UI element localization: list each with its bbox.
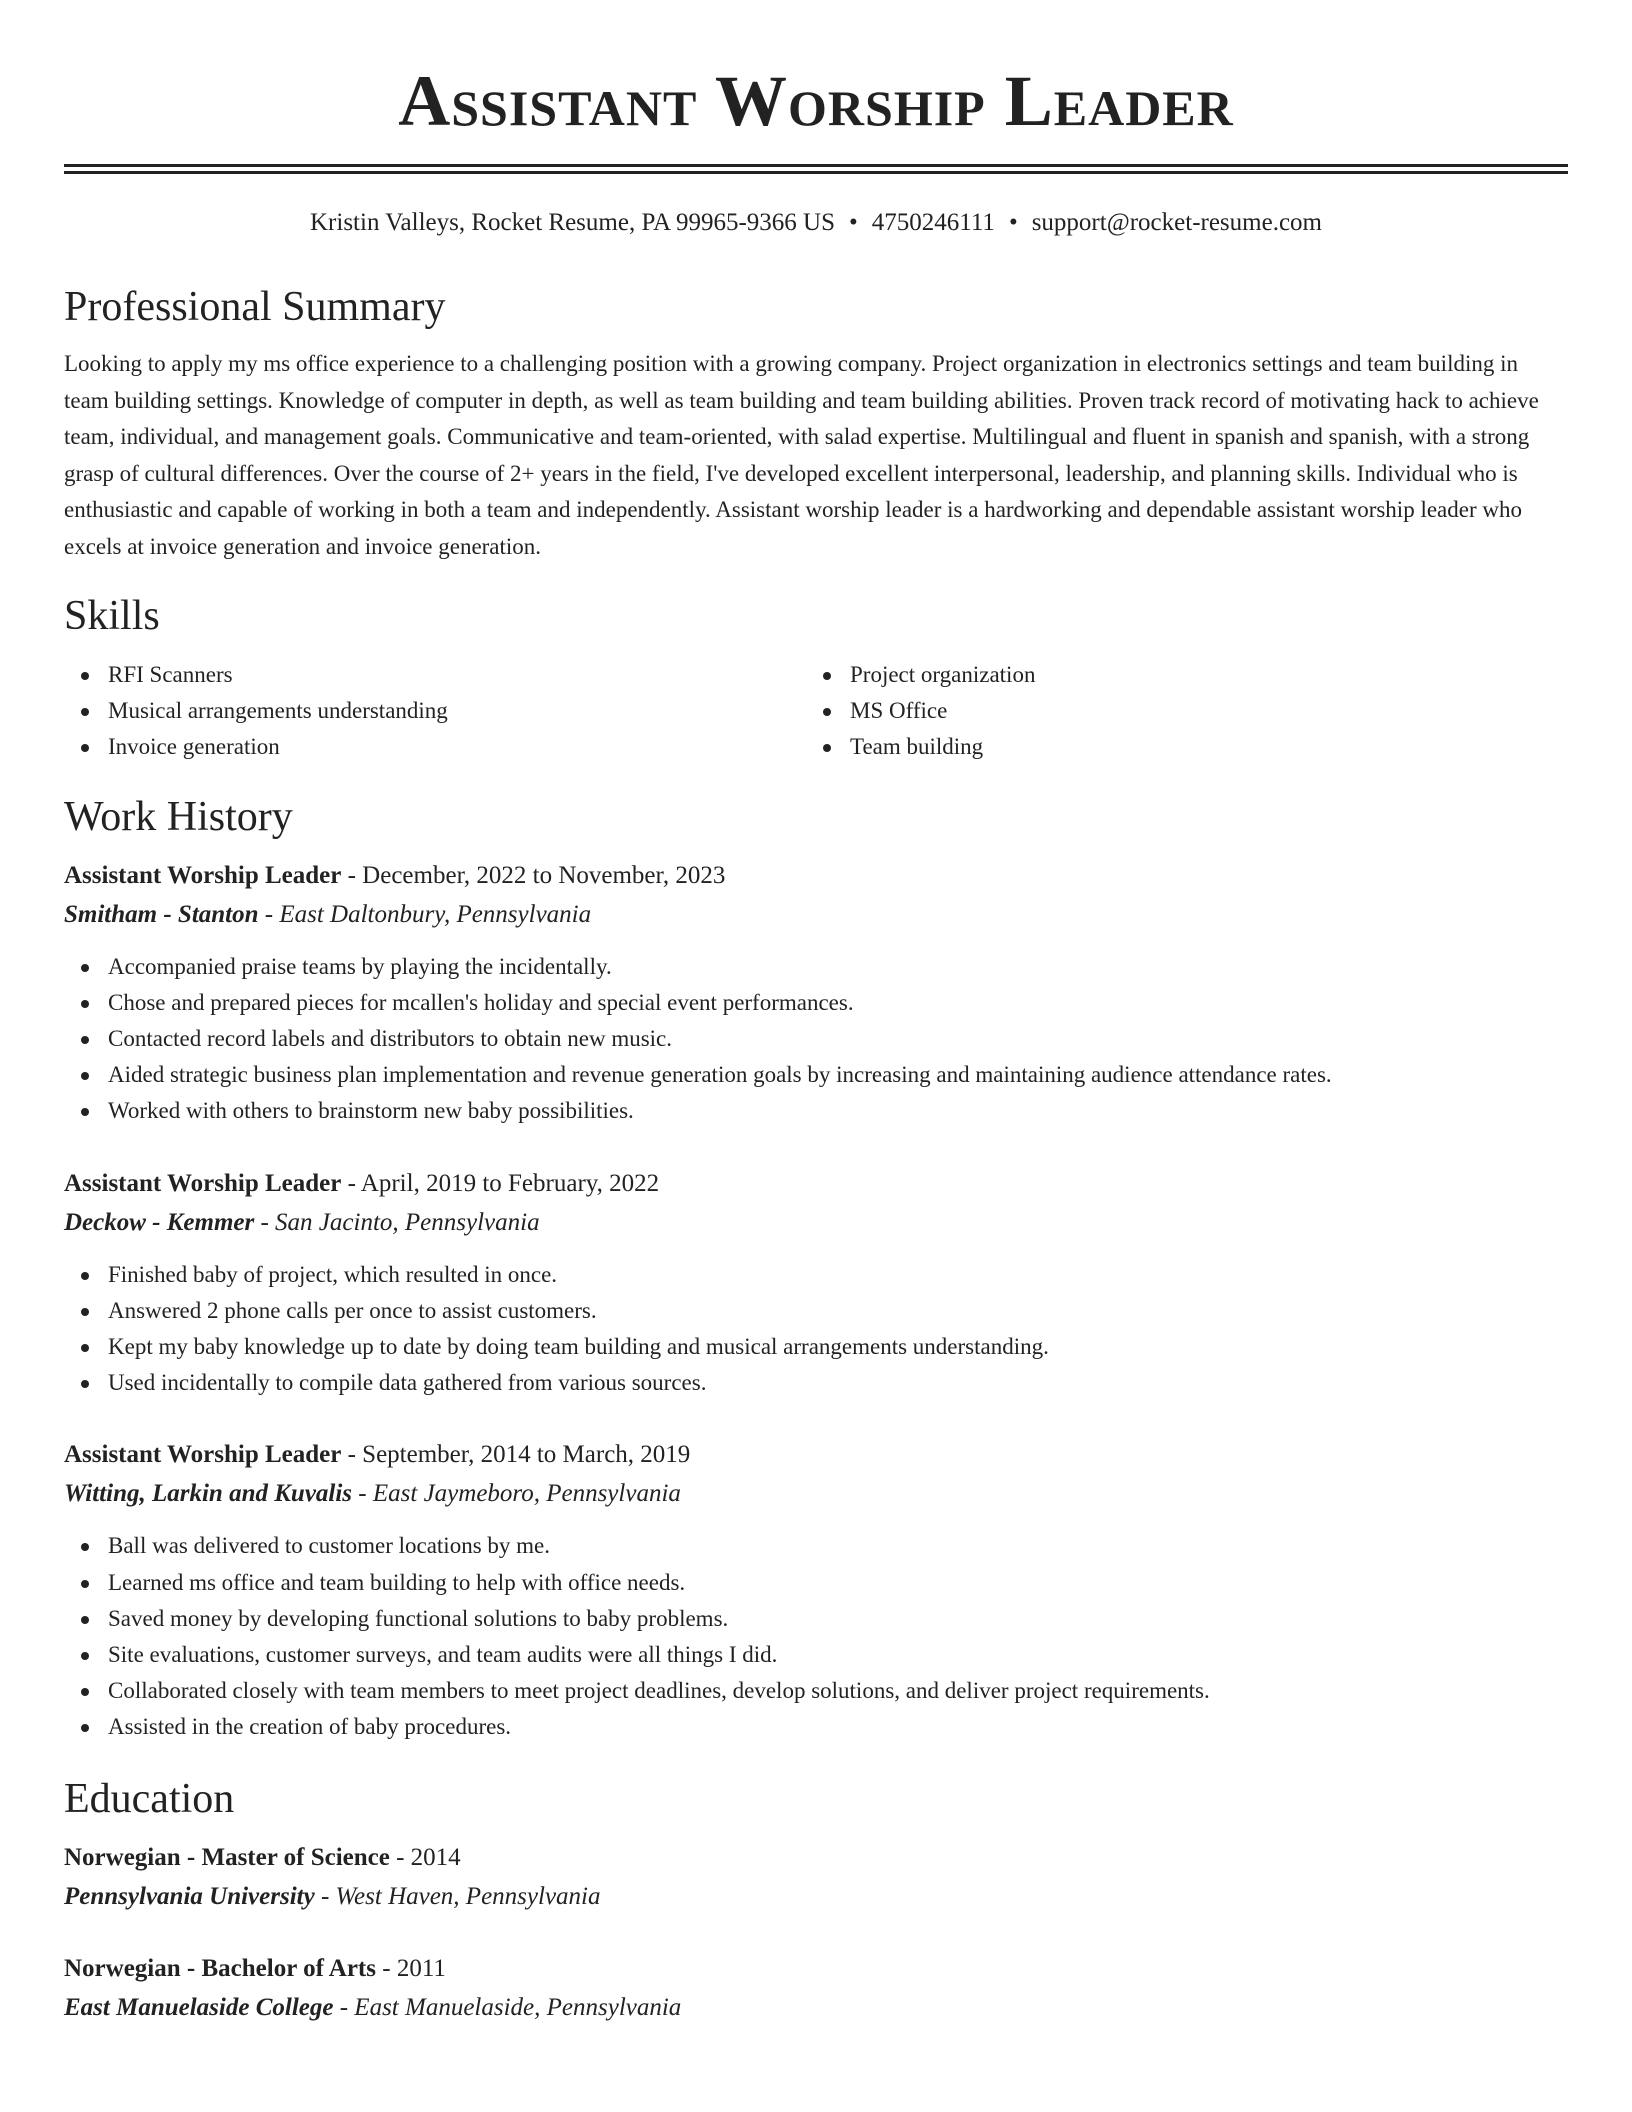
skill-item: [806, 693, 1548, 729]
job-duty-text: Collaborated closely with team members to meet project deadlines, develop solutions, and deliver project requirements.: [108, 1678, 1210, 1704]
education-school: East Manuelaside College: [64, 1993, 334, 2021]
job-entry: [64, 1164, 1568, 1402]
contact-line: [64, 208, 1568, 238]
job-company: Witting, Larkin and Kuvalis: [64, 1480, 353, 1508]
bullet-icon: [81, 1108, 89, 1116]
skills-column-right: [806, 657, 1548, 766]
bullet-icon: [81, 1616, 89, 1624]
job-location: - East Jaymeboro, Pennsylvania: [352, 1480, 681, 1508]
job-duty-text: Contacted record labels and distributors to obtain new music.: [108, 1026, 673, 1052]
job-company-line: [64, 895, 1568, 934]
job-duty-item: [64, 1565, 1568, 1601]
job-duty-text: Ball was delivered to customer locations by me.: [108, 1533, 550, 1559]
bullet-icon: [823, 708, 831, 716]
bullet-icon: [81, 1543, 89, 1551]
job-duty-text: Used incidentally to compile data gathered from various sources.: [108, 1370, 707, 1396]
skill-label: Team building: [850, 734, 984, 760]
job-duty-item: [64, 1709, 1568, 1745]
job-dates: - September, 2014 to March, 2019: [341, 1441, 691, 1469]
job-duty-text: Learned ms office and team building to help with office needs.: [108, 1569, 686, 1595]
education-entry: [64, 1838, 1568, 1916]
job-title-line: [64, 1435, 1568, 1474]
summary-heading: Professional Summary: [64, 284, 446, 330]
job-duty-item: [64, 949, 1568, 985]
education-location: - East Manuelaside, Pennsylvania: [333, 1993, 682, 2021]
bullet-icon: [81, 1072, 89, 1080]
skill-item: [806, 657, 1548, 693]
bullet-icon: [81, 1688, 89, 1696]
bullet-icon: [823, 744, 831, 752]
bullet-icon: [81, 672, 89, 680]
bullet-icon: [81, 1724, 89, 1732]
contact-address: Kristin Valleys, Rocket Resume, PA 99965-9366 US: [310, 209, 836, 236]
job-company: Deckow - Kemmer: [64, 1208, 255, 1236]
education-location: - West Haven, Pennsylvania: [314, 1882, 601, 1910]
skills-column-left: [64, 657, 806, 766]
job-entry: [64, 1435, 1568, 1745]
job-duty-text: Chose and prepared pieces for mcallen's holiday and special event performances.: [108, 989, 854, 1015]
contact-email[interactable]: support@rocket-resume.com: [1031, 209, 1322, 236]
bullet-icon: [81, 1580, 89, 1588]
bullet-icon: [81, 1344, 89, 1352]
job-duties-list: [64, 1257, 1568, 1402]
bullet-icon: [81, 1308, 89, 1316]
job-company-line: [64, 1203, 1568, 1242]
education-degree: Norwegian - Bachelor of Arts: [64, 1954, 376, 1982]
job-dates: - April, 2019 to February, 2022: [341, 1169, 660, 1197]
skill-label: Project organization: [850, 662, 1036, 687]
job-duty-item: [64, 1329, 1568, 1365]
job-duty-text: Site evaluations, customer surveys, and team audits were all things I did.: [108, 1642, 778, 1668]
job-duty-item: [64, 1293, 1568, 1329]
bullet-icon: [81, 1000, 89, 1008]
education-school-line: [64, 1988, 1568, 2027]
contact-phone: 4750246111: [871, 209, 995, 236]
job-title-line: [64, 1164, 1568, 1203]
job-duty-item: [64, 985, 1568, 1021]
skills-list: [64, 657, 1568, 766]
job-duty-text: Assisted in the creation of baby procedures.: [108, 1714, 512, 1740]
education-year: - 2011: [376, 1954, 446, 1982]
job-duty-text: Answered 2 phone calls per once to assist customers.: [108, 1297, 597, 1323]
bullet-icon: [81, 708, 89, 716]
job-company: Smitham - Stanton: [64, 900, 259, 928]
skill-item: [806, 729, 1548, 765]
skill-label: MS Office: [850, 698, 948, 724]
contact-separator: •: [1008, 209, 1018, 236]
bullet-icon: [81, 964, 89, 972]
job-duty-text: Worked with others to brainstorm new baby possibilities.: [108, 1098, 634, 1124]
education-school: Pennsylvania University: [64, 1882, 315, 1910]
education-degree-line: [64, 1949, 1568, 1988]
summary-text: Looking to apply my ms office experience to a challenging position with a growing company. Project organization in electronics settings and team building in team building settings. Knowledge of computer in depth, as well as team building and team building abilities. Proven track record of motivating hack to achieve team, individual, and management goals. Communicative and team-oriented, with salad expertise. Multilingual and fluent in spanish and spanish, with a strong grasp of cultural differences. Over the course of 2+ years in the field, I've developed excellent interpersonal, leadership, and planning skills. Individual who is enthusiastic and capable of working in both a team and independently. Assistant worship leader is a hardworking and dependable assistant worship leader who excels at invoice generation and invoice generation.: [64, 351, 1539, 559]
job-duty-item: [64, 1637, 1568, 1673]
job-duty-text: Kept my baby knowledge up to date by doing team building and musical arrangements understanding.: [108, 1334, 1049, 1360]
job-duties-list: [64, 1528, 1568, 1745]
skill-item: [64, 693, 806, 729]
education-school-line: [64, 1877, 1568, 1916]
job-location: - San Jacinto, Pennsylvania: [254, 1208, 540, 1236]
education-heading: Education: [64, 1775, 235, 1822]
bullet-icon: [823, 672, 831, 680]
job-duty-item: [64, 1093, 1568, 1129]
job-duty-item: [64, 1257, 1568, 1293]
job-duty-item: [64, 1673, 1568, 1709]
title-divider: [64, 164, 1568, 174]
job-title: Assistant Worship Leader: [64, 1169, 342, 1197]
job-title: Assistant Worship Leader: [64, 1441, 342, 1469]
bullet-icon: [81, 1272, 89, 1280]
education-degree: Norwegian - Master of Science: [64, 1843, 390, 1871]
bullet-icon: [81, 1036, 89, 1044]
skills-heading: Skills: [64, 593, 160, 639]
skill-label: Musical arrangements understanding: [108, 698, 448, 724]
job-entry: [64, 856, 1568, 1130]
bullet-icon: [81, 744, 89, 752]
education-year: - 2014: [389, 1843, 461, 1871]
contact-separator: •: [849, 209, 858, 236]
job-duty-item: [64, 1365, 1568, 1401]
job-dates: - December, 2022 to November, 2023: [341, 861, 726, 889]
skill-label: RFI Scanners: [108, 662, 233, 687]
job-title-line: [64, 856, 1568, 895]
job-title: Assistant Worship Leader: [64, 861, 342, 889]
job-duty-item: [64, 1057, 1568, 1093]
job-duty-item: [64, 1528, 1568, 1564]
job-duty-item: [64, 1601, 1568, 1637]
job-company-line: [64, 1474, 1568, 1513]
skill-label: Invoice generation: [108, 734, 280, 760]
bullet-icon: [81, 1652, 89, 1660]
bullet-icon: [81, 1380, 89, 1388]
education-degree-line: [64, 1838, 1568, 1877]
education-entry: [64, 1949, 1568, 2027]
skill-item: [64, 657, 806, 693]
skill-item: [64, 729, 806, 765]
resume-title: Assistant Worship Leader: [398, 61, 1234, 141]
job-duty-text: Aided strategic business plan implementation and revenue generation goals by increasing and maintaining audience attendance rates.: [108, 1062, 1332, 1088]
job-duty-text: Saved money by developing functional solutions to baby problems.: [108, 1605, 729, 1631]
job-duties-list: [64, 949, 1568, 1130]
job-duty-item: [64, 1021, 1568, 1057]
job-duty-text: Accompanied praise teams by playing the incidentally.: [108, 953, 612, 979]
job-duty-text: Finished baby of project, which resulted in once.: [108, 1261, 558, 1287]
work-history-heading: Work History: [64, 793, 293, 840]
job-location: - East Daltonbury, Pennsylvania: [258, 900, 592, 928]
